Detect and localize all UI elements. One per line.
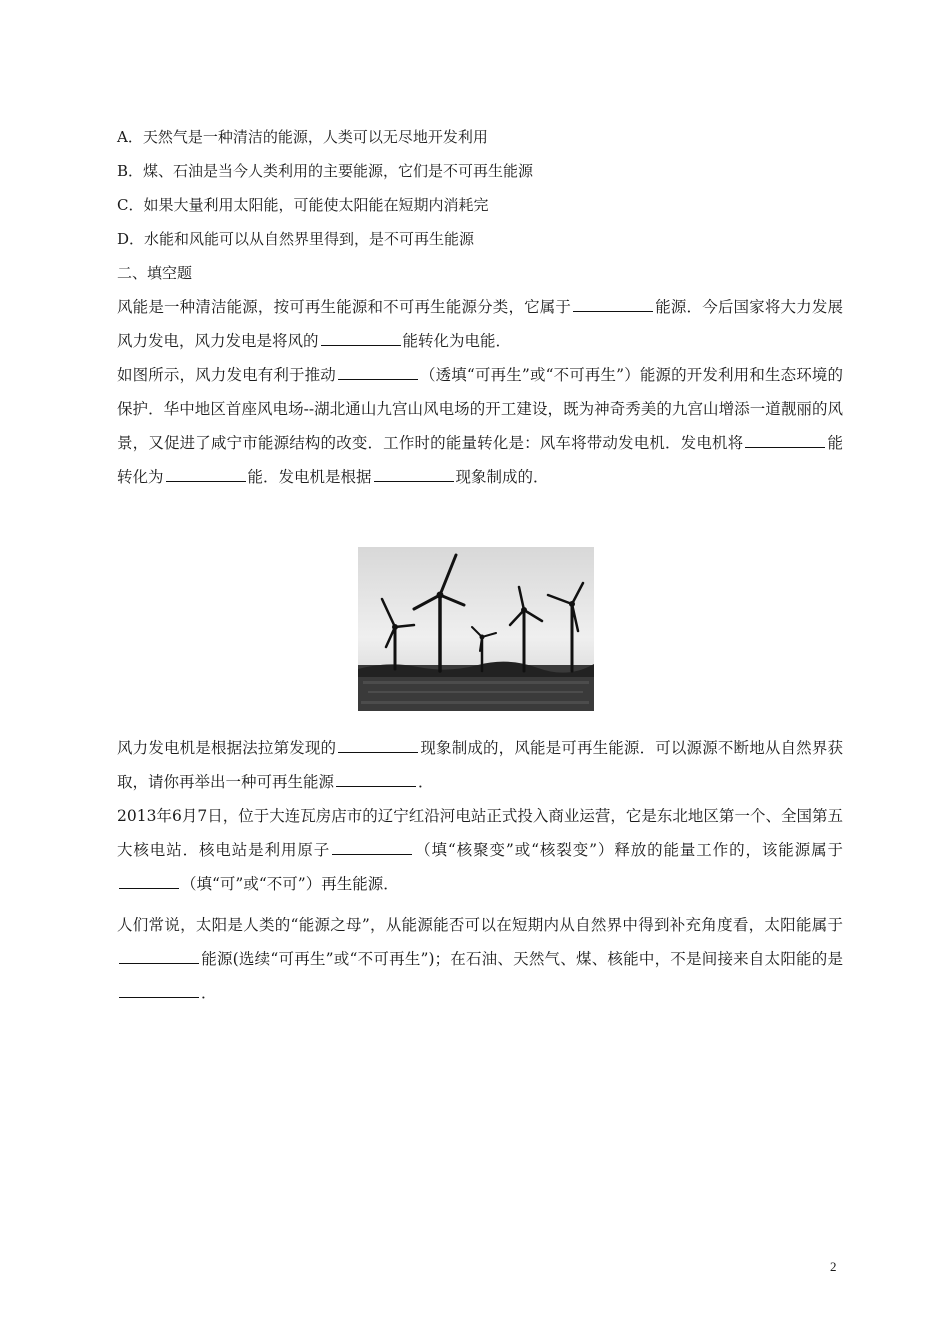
option-d-text: 水能和风能可以从自然界里得到，是不可再生能源	[144, 230, 475, 248]
option-c-text: 如果大量利用太阳能，可能使太阳能在短期内消耗完	[143, 196, 489, 214]
q4-blank-1[interactable]	[332, 840, 412, 855]
q1-blank-2[interactable]	[321, 331, 401, 346]
option-a-text: 天然气是一种清洁的能源，人类可以无尽地开发利用	[142, 128, 488, 146]
q2-text-4: 能．发电机是根据	[247, 468, 372, 486]
question-2	[117, 358, 843, 494]
q5-blank-1[interactable]	[119, 949, 199, 964]
q1-blank-1[interactable]	[573, 297, 653, 312]
q1-text-3: 能转化为电能．	[402, 332, 512, 350]
wind-turbines-image	[358, 547, 594, 711]
q4-text-2: （填“核聚变”或“核裂变”）释放的能量工作的，该能源属于	[414, 841, 843, 859]
option-c	[117, 195, 489, 215]
option-b	[117, 161, 533, 181]
q2-text-5: 现象制成的．	[455, 468, 549, 486]
q3-blank-1[interactable]	[338, 738, 418, 753]
q2-text-3: 能转化为	[117, 434, 843, 486]
question-4	[117, 799, 843, 901]
q2-blank-1[interactable]	[338, 365, 418, 380]
q2-text-2: （透填“可再生”或“不可再生”）能源的开发利用和生态环境的保护．华中地区首座风电场--湖北通山九宫山风电场的开工建设，既为神奇秀美的九宫山增添一道靓丽的风景，又促进了咸宁市能源结构的改变．工作时的能量转化是：风车将带动发电机．发电机将	[117, 366, 843, 452]
option-b-letter: B．	[117, 162, 144, 180]
q4-text-1: 2013年6月7日，位于大连瓦房店市的辽宁红沿河电站正式投入商业运营，它是东北地区第一个、全国第五大核电站．核电站是利用原子	[117, 807, 843, 859]
q3-blank-2[interactable]	[336, 772, 416, 787]
q3-text-3: ．	[418, 773, 434, 791]
q1-text-1: 风能是一种清洁能源，按可再生能源和不可再生能源分类，它属于	[117, 298, 572, 316]
q2-blank-4[interactable]	[374, 467, 454, 482]
q5-text-2: 能源(选续“可再生”或“不可再生”)；在石油、天然气、煤、核能中，不是间接来自太阳能的是	[201, 950, 843, 968]
question-5	[117, 908, 843, 1010]
q4-blank-2[interactable]	[119, 874, 179, 889]
option-b-text: 煤、石油是当今人类利用的主要能源，它们是不可再生能源	[143, 162, 534, 180]
option-d	[117, 229, 474, 249]
option-a	[117, 127, 488, 147]
question-3	[117, 731, 843, 799]
q3-text-1: 风力发电机是根据法拉第发现的	[117, 739, 337, 757]
q1-text-2: 能源．今后国家将大力发展风力发电，风力发电是将风的	[117, 298, 843, 350]
option-c-letter: C．	[117, 196, 144, 214]
question-1	[117, 290, 843, 358]
q5-text-1: 人们常说，太阳是人类的“能源之母”，从能源能否可以在短期内从自然界中得到补充角度看，太阳能属于	[117, 916, 843, 934]
q4-text-3: （填“可”或“不可”）再生能源．	[181, 875, 399, 893]
option-d-letter: D．	[117, 230, 145, 248]
option-a-letter: A．	[117, 128, 143, 146]
q2-text-1: 如图所示，风力发电有利于推动	[117, 366, 336, 384]
page-number: 2	[830, 1259, 837, 1274]
q5-blank-2[interactable]	[119, 983, 199, 998]
q2-blank-3[interactable]	[166, 467, 246, 482]
section-title: 二、填空题	[117, 264, 193, 282]
q5-text-3: ．	[201, 984, 217, 1002]
q2-blank-2[interactable]	[745, 433, 825, 448]
q3-text-2: 现象制成的，风能是可再生能源．可以源源不断地从自然界获取，请你再举出一种可再生能源	[117, 739, 843, 791]
